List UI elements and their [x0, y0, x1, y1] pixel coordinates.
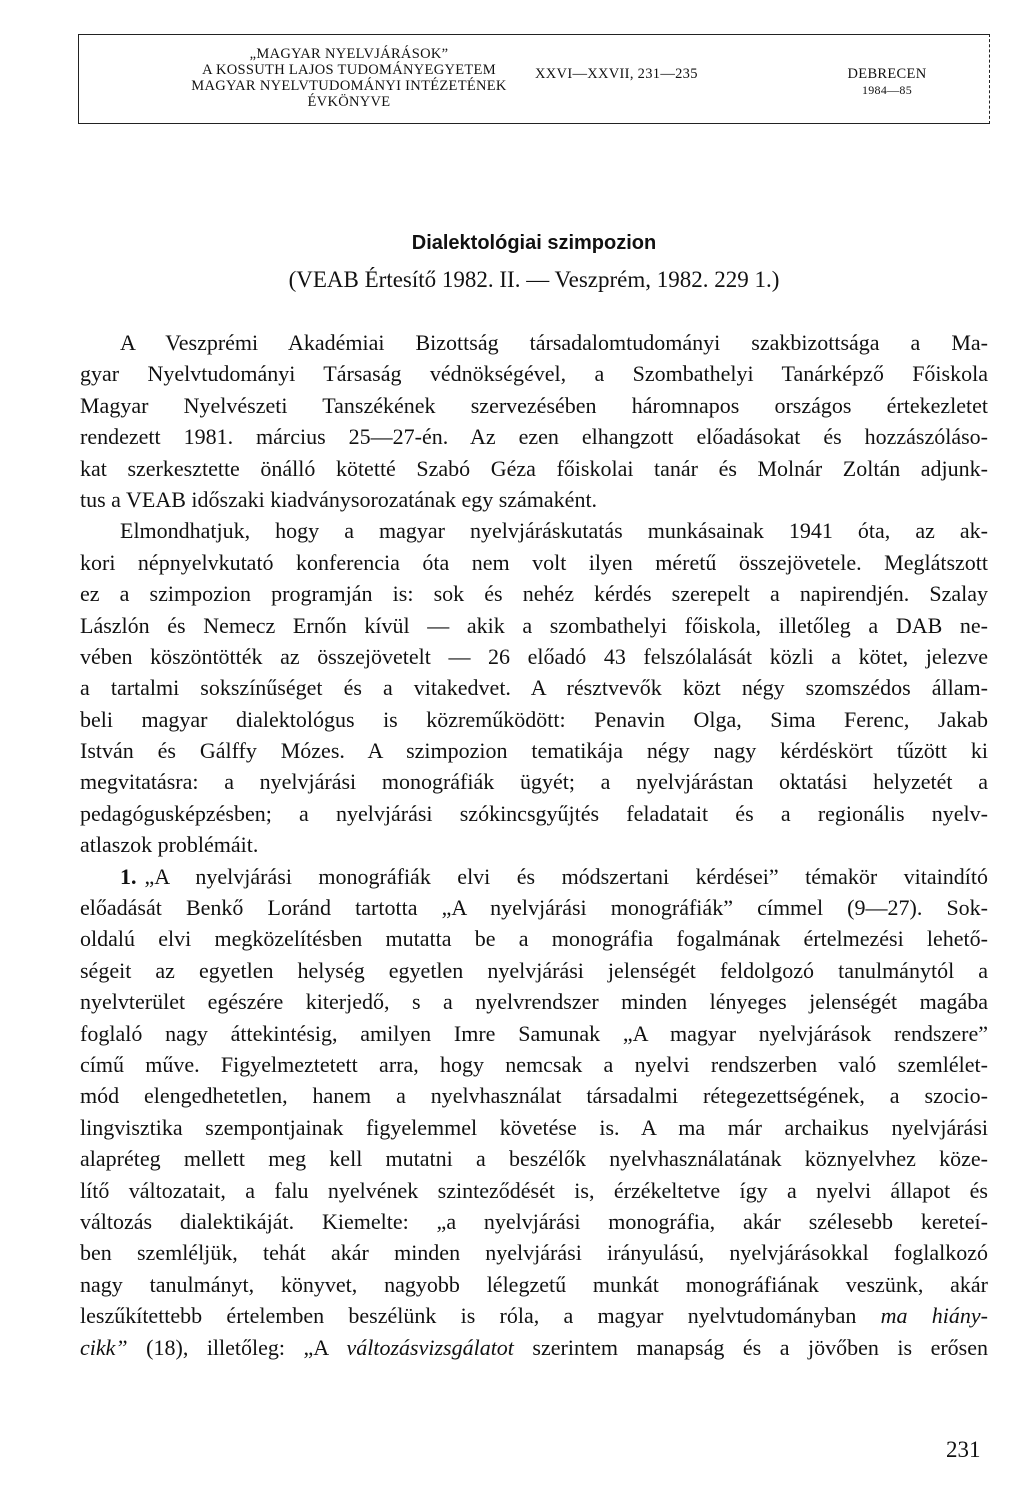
- line-text: kori népnyelvkutató konferencia óta nem volt ilyen méretű összejövetele. Meglátszott: [80, 549, 988, 575]
- line-text: ez a szimpozion programján is: sok és nehéz kérdés szerepelt a napirendjén. Szalay: [80, 581, 988, 607]
- text-line: [80, 1332, 988, 1363]
- journal-name: [109, 46, 589, 110]
- text-line: [80, 1018, 988, 1049]
- article-title: Dialektológiai szimpozion: [411, 232, 657, 254]
- line-text: ben szemléljük, tehát akár minden nyelvjárási irányulású, nyelvjárásokkal foglalkozó: [80, 1240, 988, 1266]
- text-line: [80, 1080, 988, 1111]
- line-text: kat szerkesztette önálló kötetté Szabó Géza főiskolai tanár és Molnár Zoltán adjunk-: [80, 455, 988, 481]
- text-line: [80, 1175, 988, 1206]
- publication-place: [817, 66, 957, 98]
- line-text: lítő változatait, a falu nyelvének szinteződését is, érzékeltetve így a nyelvi állapot és: [80, 1177, 988, 1203]
- journal-name-line: A KOSSUTH LAJOS TUDOMÁNYEGYETEM: [202, 62, 496, 78]
- line-text: tus a VEAB időszaki kiadványsorozatának egy számaként.: [80, 486, 598, 512]
- line-text: oldalú elvi megközelítésben mutatta be a monográfia fogalmának értelmezési lehető-: [80, 926, 988, 952]
- line-text: című műve. Figyelmeztetett arra, hogy nemcsak a nyelvi rendszerben való szemlélet-: [80, 1051, 988, 1077]
- line-text: előadását Benkő Loránd tartotta „A nyelvjárási monográfiák” címmel (9—27). Sok-: [80, 895, 988, 921]
- line-text: gyar Nyelvtudományi Társaság védnökségével, a Szombathelyi Tanárképző Főiskola: [80, 361, 988, 387]
- article-source: (VEAB Értesítő 1982. II. — Veszprém, 1982. 229 1.): [288, 267, 780, 292]
- line-text: megvitatásra: a nyelvjárási monográfiák ügyét; a nyelvjárástan oktatási helyzetét a: [80, 769, 988, 795]
- text-line: [80, 1269, 988, 1300]
- journal-header: [78, 34, 990, 124]
- line-text: „A nyelvjárási monográfiák elvi és módszertani kérdései” témakör vitaindító: [144, 863, 988, 889]
- line-text: atlaszok problémáit.: [80, 832, 259, 858]
- line-text: mód elengedhetetlen, hanem a nyelvhasználat társadalmi rétegezettségének, a szocio-: [80, 1083, 988, 1109]
- text-line: [80, 735, 988, 766]
- line-text: Lászlón és Nemecz Ernőn kívül — akik a szombathelyi főiskola, illetőleg a DAB ne-: [80, 612, 988, 638]
- text-line: [80, 421, 988, 452]
- line-text: ségeit az egyetlen helység egyetlen nyelvjárási jelenségét feldolgozó tanulmánytól a: [80, 957, 988, 983]
- italic-text: cikk”: [80, 1334, 128, 1360]
- line-text: nyelvterület egészére kiterjedő, s a nyelvrendszer minden lényeges jelenségét magába: [80, 989, 988, 1015]
- italic-text: változásvizsgálatot: [346, 1334, 514, 1360]
- line-text: beli magyar dialektológus is közreműködött: Penavin Olga, Sima Ferenc, Jakab: [80, 706, 988, 732]
- text-line: [80, 327, 988, 358]
- line-text: Elmondhatjuk, hogy a magyar nyelvjáráskutatás munkásainak 1941 óta, az ak-: [120, 518, 988, 544]
- line-text: rendezett 1981. március 25—27-én. Az ezen elhangzott előadásokat és hozzászóláso-: [80, 424, 988, 450]
- text-line: [80, 892, 988, 923]
- volume-pages: XXVI—XXVII, 231—235: [535, 66, 698, 82]
- text-line: [80, 610, 988, 641]
- text-line: [80, 923, 988, 954]
- text-line: [80, 861, 988, 892]
- text-line: [80, 1206, 988, 1237]
- italic-text: ma hiány-: [880, 1303, 988, 1329]
- journal-name-line: „MAGYAR NYELVJÁRÁSOK”: [249, 46, 449, 62]
- line-text: leszűkítettebb értelemben beszélünk is róla, a magyar nyelvtudományban: [80, 1303, 881, 1329]
- journal-name-line: MAGYAR NYELVTUDOMÁNYI INTÉZETÉNEK: [191, 78, 507, 94]
- line-text: változás dialektikáját. Kiemelte: „a nyelvjárási monográfia, akár szélesebb kereteí-: [80, 1208, 988, 1234]
- text-line: [80, 515, 988, 546]
- text-line: [80, 829, 988, 860]
- line-text: A Veszprémi Akadémiai Bizottság társadalomtudományi szakbizottsága a Ma-: [120, 330, 988, 355]
- line-text: a tartalmi sokszínűséget és a vitakedvet. A résztvevők közt négy szomszédos állam-: [80, 675, 988, 701]
- line-text: pedagógusképzésben; a nyelvjárási szókincsgyűjtés feladatait és a regionális nyelv-: [80, 800, 988, 826]
- line-text: nagy tanulmányt, könyvet, nagyobb lélegzetű munkát monográfiának veszünk, akár: [80, 1271, 988, 1297]
- place-name: DEBRECEN: [847, 66, 927, 82]
- text-line: [80, 1049, 988, 1080]
- text-line: [80, 484, 988, 515]
- text-line: [80, 672, 988, 703]
- text-line: [80, 547, 988, 578]
- section-number: 1.: [120, 863, 137, 889]
- text-line: [80, 390, 988, 421]
- text-line: [80, 358, 988, 389]
- text-line: [80, 986, 988, 1017]
- line-text: lingvisztika szempontjainak figyelemmel követése is. A ma már archaikus nyelvjárási: [80, 1114, 988, 1140]
- line-text: foglaló nagy áttekintésig, amilyen Imre Samunak „A magyar nyelvjárások rendszere”: [80, 1020, 988, 1046]
- text-line: [80, 641, 988, 672]
- journal-name-line: ÉVKÖNYVE: [307, 94, 391, 110]
- text-line: [80, 1112, 988, 1143]
- line-text: István és Gálffy Mózes. A szimpozion tematikája négy nagy kérdéskört tűzött ki: [80, 738, 988, 764]
- text-line: [80, 1143, 988, 1174]
- line-text: vében köszöntötték az összejövetelt — 26 előadó 43 felszólalását közli a kötet, jelezve: [80, 643, 988, 669]
- line-text: (18), illetőleg: „A: [127, 1334, 347, 1360]
- text-line: [80, 798, 988, 829]
- line-text: alapréteg mellett meg kell mutatni a beszélők nyelvhasználatának köznyelvhez köze-: [80, 1146, 988, 1172]
- text-line: [80, 766, 988, 797]
- article-body: [80, 327, 988, 1363]
- line-text: szerintem manapság és a jövőben is erősen: [513, 1334, 988, 1360]
- text-line: [80, 578, 988, 609]
- publication-years: 1984—85: [861, 83, 913, 97]
- text-line: [80, 1237, 988, 1268]
- text-line: [80, 1300, 988, 1331]
- text-line: [80, 453, 988, 484]
- page-number: 231: [946, 1437, 981, 1462]
- line-text: Magyar Nyelvészeti Tanszékének szervezésében háromnapos országos értekezletet: [80, 392, 988, 418]
- text-line: [80, 704, 988, 735]
- text-line: [80, 955, 988, 986]
